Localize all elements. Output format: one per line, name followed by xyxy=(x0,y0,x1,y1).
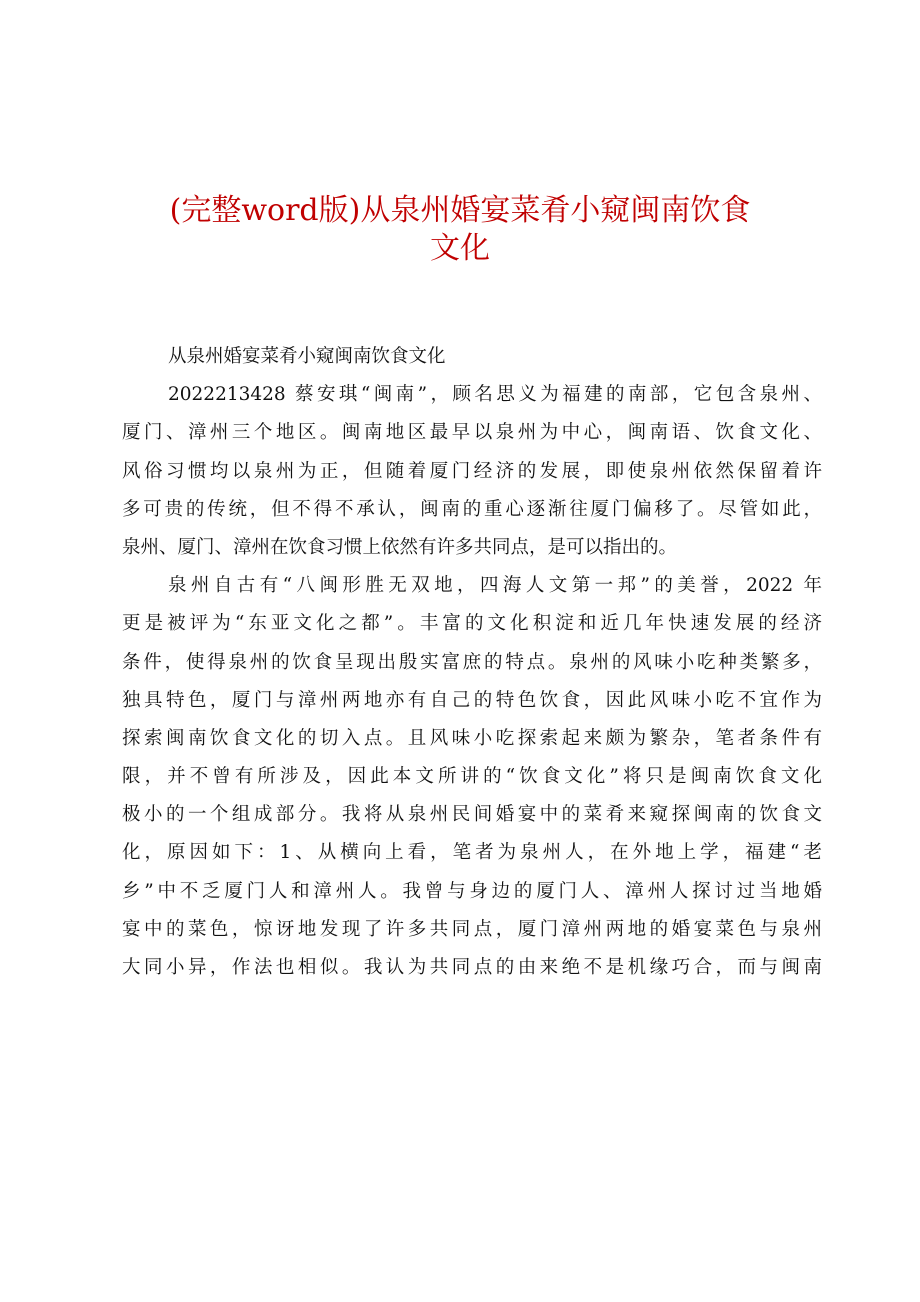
title-line-2: 文化 xyxy=(430,231,490,267)
text-line: 宴中的菜色，惊讶地发现了许多共同点，厦门漳州两地的婚宴菜色与泉州 xyxy=(122,918,822,940)
paragraph-2 xyxy=(122,567,822,987)
text-line: 更是被评为“东亚文化之都”。丰富的文化积淀和近几年快速发展的经济 xyxy=(122,613,822,635)
text-line: 风俗习惯均以泉州为正，但随着厦门经济的发展，即使泉州依然保留着许 xyxy=(122,460,822,482)
paragraph-1 xyxy=(122,376,822,567)
text-line: 条件，使得泉州的饮食呈现出殷实富庶的特点。泉州的风味小吃种类繁多， xyxy=(122,651,822,673)
text-line: 2022213428 蔡安琪“闽南”，顾名思义为福建的南部，它包含泉州、 xyxy=(168,384,822,406)
text-line: 独具特色，厦门与漳州两地亦有自己的特色饮食，因此风味小吃不宜作为 xyxy=(122,689,822,711)
text-line: 乡”中不乏厦门人和漳州人。我曾与身边的厦门人、漳州人探讨过当地婚 xyxy=(122,880,822,902)
document-body xyxy=(122,338,822,987)
title-line-1: (完整word版)从泉州婚宴菜肴小窥闽南饮食 xyxy=(169,193,751,228)
text-line: 探索闽南饮食文化的切入点。且风味小吃探索起来颇为繁杂，笔者条件有 xyxy=(122,727,822,749)
text-line: 厦门、漳州三个地区。闽南地区最早以泉州为中心，闽南语、饮食文化、 xyxy=(122,422,822,444)
text-line: 化，原因如下：1、从横向上看，笔者为泉州人，在外地上学，福建“老 xyxy=(122,842,822,864)
text-line: 极小的一个组成部分。我将从泉州民间婚宴中的菜肴来窥探闽南的饮食文 xyxy=(122,804,822,826)
text-line: 多可贵的传统，但不得不承认，闽南的重心逐渐往厦门偏移了。尽管如此， xyxy=(122,498,822,520)
subtitle-line: 从泉州婚宴菜肴小窥闽南饮食文化 xyxy=(168,346,446,367)
document-title xyxy=(110,192,810,268)
text-line: 限，并不曾有所涉及，因此本文所讲的“饮食文化”将只是闽南饮食文化 xyxy=(122,766,822,788)
text-line: 大同小异，作法也相似。我认为共同点的由来绝不是机缘巧合，而与闽南 xyxy=(122,957,822,978)
subtitle-paragraph xyxy=(122,338,822,376)
text-line: 泉州、厦门、漳州在饮食习惯上依然有许多共同点，是可以指出的。 xyxy=(122,536,678,558)
text-line: 泉州自古有“八闽形胜无双地，四海人文第一邦”的美誉，2022 年 xyxy=(168,575,822,597)
